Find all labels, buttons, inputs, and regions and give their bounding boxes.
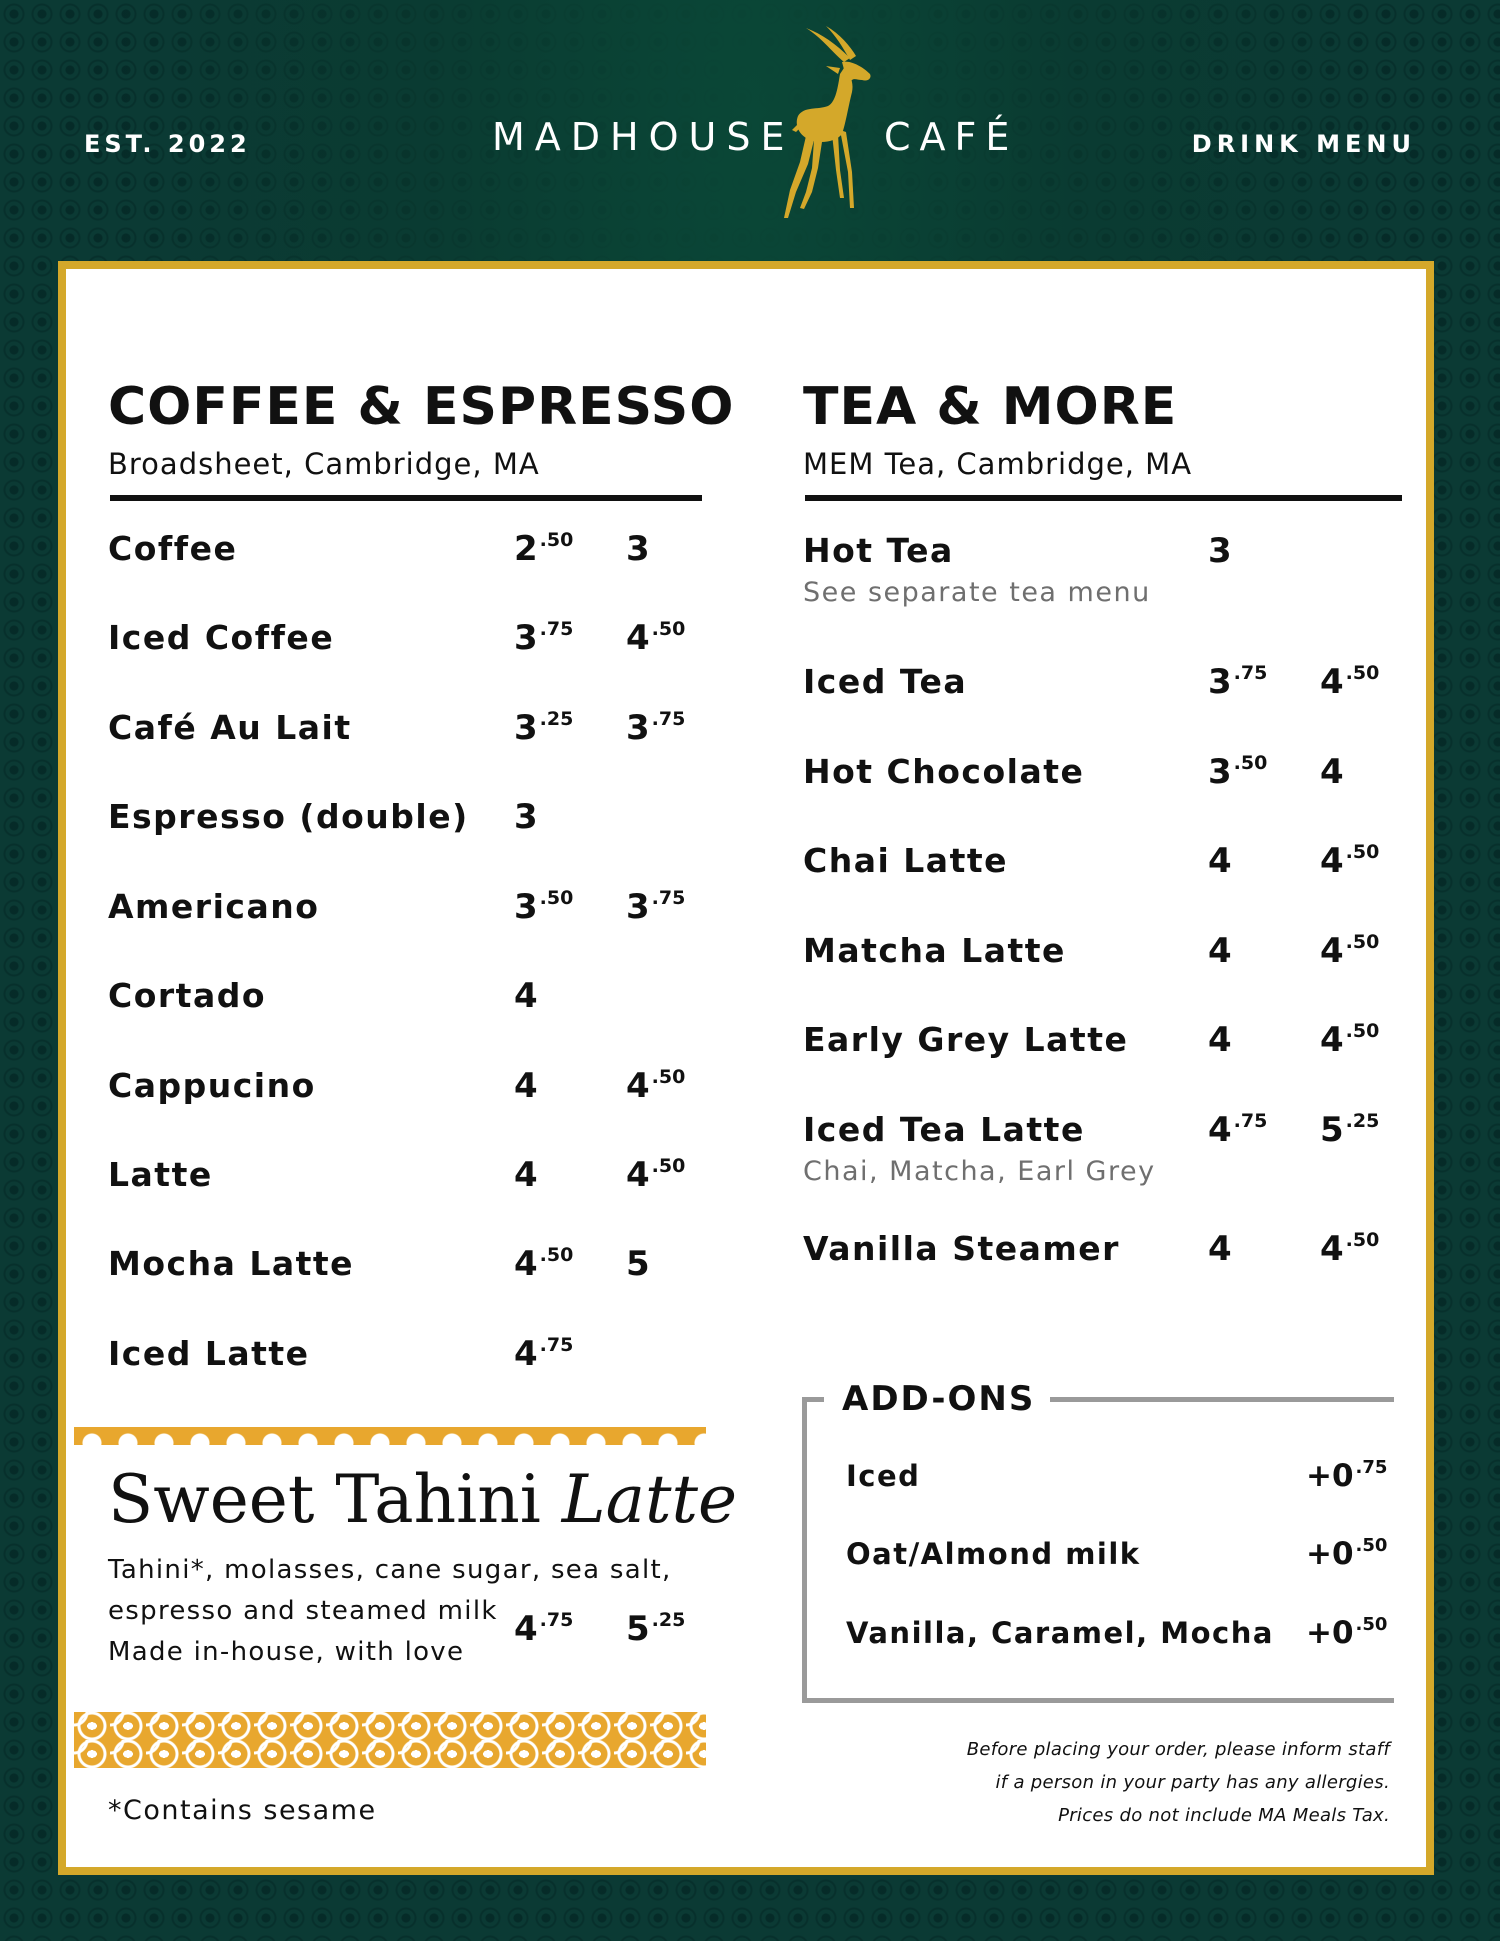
tea-item-price-large: 4 $^{.50}$: [1320, 931, 1380, 971]
tea-item-name: Hot Chocolate: [803, 752, 1085, 791]
tea-item-name: Matcha Latte: [803, 931, 1066, 970]
coffee-divider: [110, 495, 702, 501]
coffee-item-name: Latte: [108, 1155, 213, 1194]
tea-item-price-large: 4 $^{.50}$: [1320, 662, 1380, 702]
coffee-item-price-large: 4 $^{.50}$: [626, 1066, 686, 1106]
coffee-item-name: Iced Coffee: [108, 618, 335, 657]
disclaimer-line-3: Prices do not include MA Meals Tax.: [1058, 1805, 1390, 1826]
tea-divider: [805, 495, 1402, 501]
tahini-title-main: Sweet Tahini: [108, 1461, 562, 1538]
tea-section-subtitle: MEM Tea, Cambridge, MA: [803, 447, 1193, 481]
addon-item-name: Oat/Almond milk: [846, 1537, 1141, 1571]
tahini-description-line-1: Tahini*, molasses, cane sugar, sea salt,: [108, 1555, 672, 1585]
sesame-footnote: *Contains sesame: [108, 1795, 377, 1826]
tea-item-price-small: 3 $^{.75}$: [1208, 662, 1268, 702]
tea-item-price-large: 4 $^{.50}$: [1320, 1229, 1380, 1269]
tea-item-name: Vanilla Steamer: [803, 1229, 1120, 1268]
coffee-section-subtitle: Broadsheet, Cambridge, MA: [108, 447, 540, 481]
tea-item-note: Chai, Matcha, Earl Grey: [803, 1156, 1156, 1187]
coffee-item-name: Iced Latte: [108, 1334, 310, 1373]
coffee-item-price-small: 4 $^{.50}$: [514, 1244, 574, 1284]
tea-item-name: Hot Tea: [803, 531, 954, 570]
coffee-item-price-small: 3 $^{.50}$: [514, 887, 574, 927]
tea-item-price-large: 4 $^{.50}$: [1320, 841, 1380, 881]
tea-item-price-large: 5 $^{.25}$: [1320, 1110, 1380, 1150]
coffee-item-name: Americano: [108, 887, 320, 926]
coffee-item-price-small: 4: [514, 1155, 538, 1195]
coffee-item-price-large: 3: [626, 529, 650, 569]
tea-section-title: TEA & MORE: [803, 377, 1178, 437]
tea-item-price-small: 4: [1208, 841, 1232, 881]
coffee-item-price-large: 3 $^{.75}$: [626, 708, 686, 748]
tahini-price-large: 5 $^{.25}$: [626, 1609, 686, 1649]
addons-box-top-right: [1050, 1397, 1394, 1402]
addons-title: ADD-ONS: [842, 1379, 1036, 1419]
decorative-band-top: [74, 1427, 706, 1445]
brand-name-left: MADHOUSE: [492, 115, 795, 159]
disclaimer-line-1: Before placing your order, please inform staff: [966, 1739, 1390, 1760]
tea-item-price-small: 4: [1208, 1229, 1232, 1269]
tea-item-price-small: 4: [1208, 1020, 1232, 1060]
tea-item-name: Chai Latte: [803, 841, 1009, 880]
coffee-item-price-small: 3: [514, 797, 538, 837]
addon-item-name: Iced: [846, 1459, 921, 1493]
tahini-description-line-3: Made in-house, with love: [108, 1637, 465, 1667]
tahini-title-italic: Latte: [561, 1461, 738, 1538]
addon-item-price: +0 $^{.50}$: [1306, 1614, 1388, 1651]
coffee-item-name: Mocha Latte: [108, 1244, 355, 1283]
menu-label: DRINK MENU: [1191, 130, 1416, 158]
menu-card: [58, 261, 1434, 1875]
tea-item-price-large: 4: [1320, 752, 1344, 792]
addon-item-price: +0 $^{.50}$: [1306, 1535, 1388, 1572]
coffee-item-name: Espresso (double): [108, 797, 469, 836]
tea-item-name: Early Grey Latte: [803, 1020, 1129, 1059]
tea-item-name: Iced Tea: [803, 662, 968, 701]
brand-name-right: CAFÉ: [884, 115, 1019, 159]
established-label: EST. 2022: [84, 130, 251, 158]
coffee-item-price-large: 4 $^{.50}$: [626, 618, 686, 658]
tahini-price-small: 4 $^{.75}$: [514, 1609, 574, 1649]
coffee-item-name: Cappucino: [108, 1066, 316, 1105]
coffee-item-price-large: 3 $^{.75}$: [626, 887, 686, 927]
tea-item-price-small: 4 $^{.75}$: [1208, 1110, 1268, 1150]
tea-item-price-small: 3: [1208, 531, 1232, 571]
disclaimer-line-2: if a person in your party has any allergies.: [995, 1772, 1390, 1793]
coffee-item-price-small: 3 $^{.75}$: [514, 618, 574, 658]
coffee-item-price-small: 4: [514, 1066, 538, 1106]
addons-box-top-left: [802, 1397, 824, 1402]
tea-item-note: See separate tea menu: [803, 577, 1151, 608]
coffee-section-title: COFFEE & ESPRESSO: [108, 377, 735, 437]
decorative-band-bottom: [74, 1712, 706, 1768]
coffee-item-price-small: 4 $^{.75}$: [514, 1334, 574, 1374]
tea-item-price-large: 4 $^{.50}$: [1320, 1020, 1380, 1060]
addon-item-price: +0 $^{.75}$: [1306, 1457, 1388, 1494]
coffee-item-price-large: 5: [626, 1244, 650, 1284]
tahini-description-line-2: espresso and steamed milk: [108, 1596, 498, 1626]
coffee-item-price-small: 2 $^{.50}$: [514, 529, 574, 569]
tea-item-name: Iced Tea Latte: [803, 1110, 1085, 1149]
coffee-item-name: Café Au Lait: [108, 708, 352, 747]
gazelle-icon: [770, 22, 898, 222]
coffee-item-price-small: 3 $^{.25}$: [514, 708, 574, 748]
addon-item-name: Vanilla, Caramel, Mocha: [846, 1616, 1274, 1650]
coffee-item-name: Cortado: [108, 976, 267, 1015]
coffee-item-price-small: 4: [514, 976, 538, 1016]
tea-item-price-small: 3 $^{.50}$: [1208, 752, 1268, 792]
tea-item-price-small: 4: [1208, 931, 1232, 971]
coffee-item-price-large: 4 $^{.50}$: [626, 1155, 686, 1195]
coffee-item-name: Coffee: [108, 529, 238, 568]
tahini-latte-title: [108, 1461, 737, 1538]
